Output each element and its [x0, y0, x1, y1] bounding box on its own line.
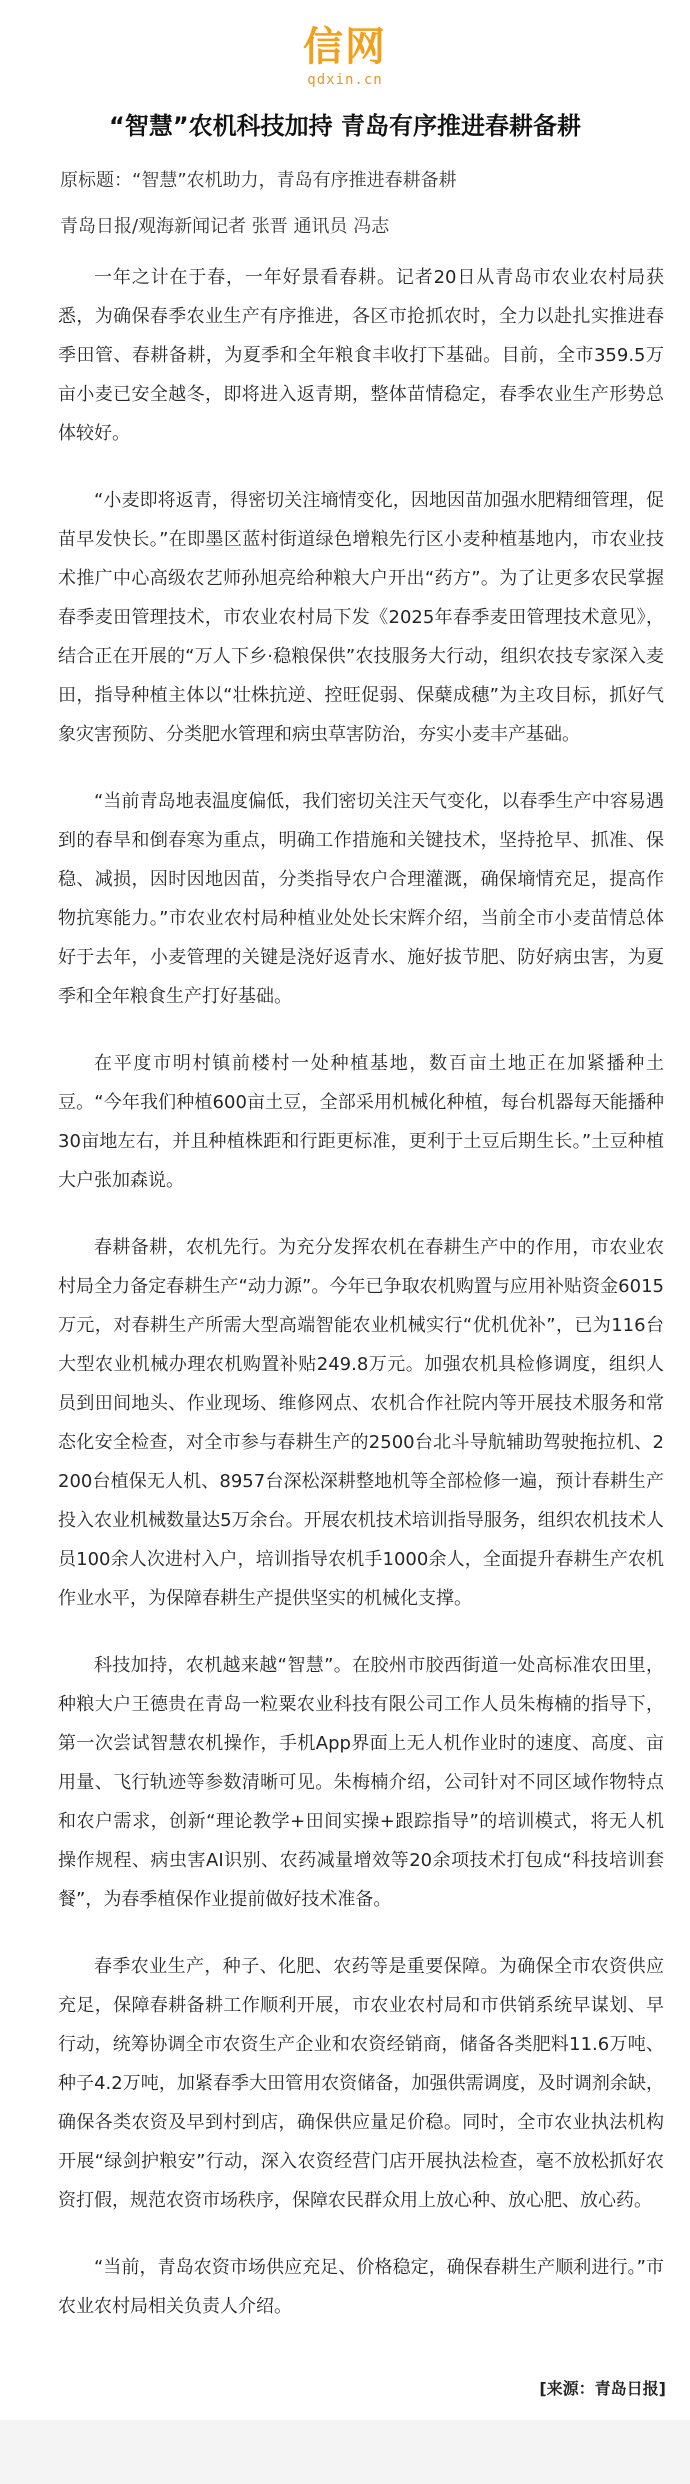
article-paragraph: 春耕备耕，农机先行。为充分发挥农机在春耕生产中的作用，市农业农村局全力备定春耕生产“动力源”。今年已争取农机购置与应用补贴资金6015万元，对春耕生产所需大型高端智能农业机械实行“优机优补”，已为116台大型农业机械办理农机购置补贴249.8万元。加强农机具检修调度，组织人员到田间地头、作业现场、维修网点、农机合作社院内等开展技术服务和常态化安全检查，对全市参与春耕生产的2500台北斗导航辅助驾驶拖拉机、2200台植保无人机、8957台深松深耕整地机等全部检修一遍，预计春耕生产投入农业机械数量达5万余台。开展农机技术培训指导服务，组织农机技术人员100余人次进村入户，培训指导农机手1000余人，全面提升春耕生产农机作业水平，为保障春耕生产提供坚实的机械化支撑。: [58, 1237, 664, 1609]
article-body: [58, 258, 664, 2354]
page-footer-band: [0, 2420, 690, 2484]
article-paragraph: “小麦即将返青，得密切关注墒情变化，因地因苗加强水肥精细管理，促苗早发快长。”在即墨区蓝村街道绿色增粮先行区小麦种植基地内，市农业技术推广中心高级农艺师孙旭亮给种粮大户开出“药方”。为了让更多农民掌握春季麦田管理技术，市农业农村局下发《2025年春季麦田管理技术意见》，结合正在开展的“万人下乡·稳粮保供”农技服务大行动，组织农技专家深入麦田，指导种植主体以“壮株抗逆、控旺促弱、保蘖成穗”为主攻目标，抓好气象灾害预防、分类肥水管理和病虫草害防治，夯实小麦丰产基础。: [58, 490, 664, 745]
article-meta: [60, 166, 660, 258]
article-paragraph: 春季农业生产，种子、化肥、农药等是重要保障。为确保全市农资供应充足，保障春耕备耕工作顺利开展，市农业农村局和市供销系统早谋划、早行动，统筹协调全市农资生产企业和农资经销商，储备各类肥料11.6万吨、种子4.2万吨，加紧春季大田管用农资储备，加强供需调度，及时调剂余缺，确保各类农资及早到村到店，确保供应量足价稳。同时，全市农业执法机构开展“绿剑护粮安”行动，深入农资经营门店开展执法检查，毫不放松抓好农资打假，规范农资市场秩序，保障农民群众用上放心种、放心肥、放心药。: [58, 1956, 664, 2211]
article-paragraph: 一年之计在于春，一年好景看春耕。记者20日从青岛市农业农村局获悉，为确保春季农业生产有序推进，各区市抢抓农时，全力以赴扎实推进春季田管、春耕备耕，为夏季和全年粮食丰收打下基础。目前，全市359.5万亩小麦已安全越冬，即将进入返青期，整体苗情稳定，春季农业生产形势总体较好。: [58, 267, 664, 444]
logo-domain: qdxin.cn: [307, 72, 383, 88]
logo-mark: 信网: [303, 24, 387, 70]
article-paragraph: 科技加持，农机越来越“智慧”。在胶州市胶西街道一处高标准农田里，种粮大户王德贵在青岛一粒粟农业科技有限公司工作人员朱梅楠的指导下，第一次尝试智慧农机操作，手机App界面上无人机作业时的速度、高度、亩用量、飞行轨迹等参数清晰可见。朱梅楠介绍，公司针对不同区域作物特点和农户需求，创新“理论教学+田间实操+跟踪指导”的培训模式，将无人机操作规程、病虫害AI识别、农药减量增效等20余项技术打包成“科技培训套餐”，为春季植保作业提前做好技术准备。: [58, 1655, 664, 1910]
site-logo[interactable]: [0, 24, 690, 88]
article-source: [来源：青岛日报]: [539, 2379, 666, 2398]
article-title: “智慧”农机科技加持 青岛有序推进春耕备耕: [109, 112, 581, 140]
article-paragraph: 在平度市明村镇前楼村一处种植基地，数百亩土地正在加紧播种土豆。“今年我们种植600亩土豆，全部采用机械化种植，每台机器每天能播种30亩地左右，并且种植株距和行距更标准，更利于土豆后期生长。”土豆种植大户张加森说。: [58, 1053, 664, 1191]
original-title: 原标题：“智慧”农机助力，青岛有序推进春耕备耕: [60, 170, 457, 191]
byline: 青岛日报/观海新闻记者 张晋 通讯员 冯志: [60, 216, 390, 237]
article-paragraph: “当前青岛地表温度偏低，我们密切关注天气变化，以春季生产中容易遇到的春旱和倒春寒为重点，明确工作措施和关键技术，坚持抢早、抓准、保稳、减损，因时因地因苗，分类指导农户合理灌溉，确保墒情充足，提高作物抗寒能力。”市农业农村局种植业处处长宋辉介绍，当前全市小麦苗情总体好于去年，小麦管理的关键是浇好返青水、施好拔节肥、防好病虫害，为夏季和全年粮食生产打好基础。: [58, 791, 664, 1007]
article-paragraph: “当前，青岛农资市场供应充足、价格稳定，确保春耕生产顺利进行。”市农业农村局相关负责人介绍。: [58, 2257, 664, 2317]
